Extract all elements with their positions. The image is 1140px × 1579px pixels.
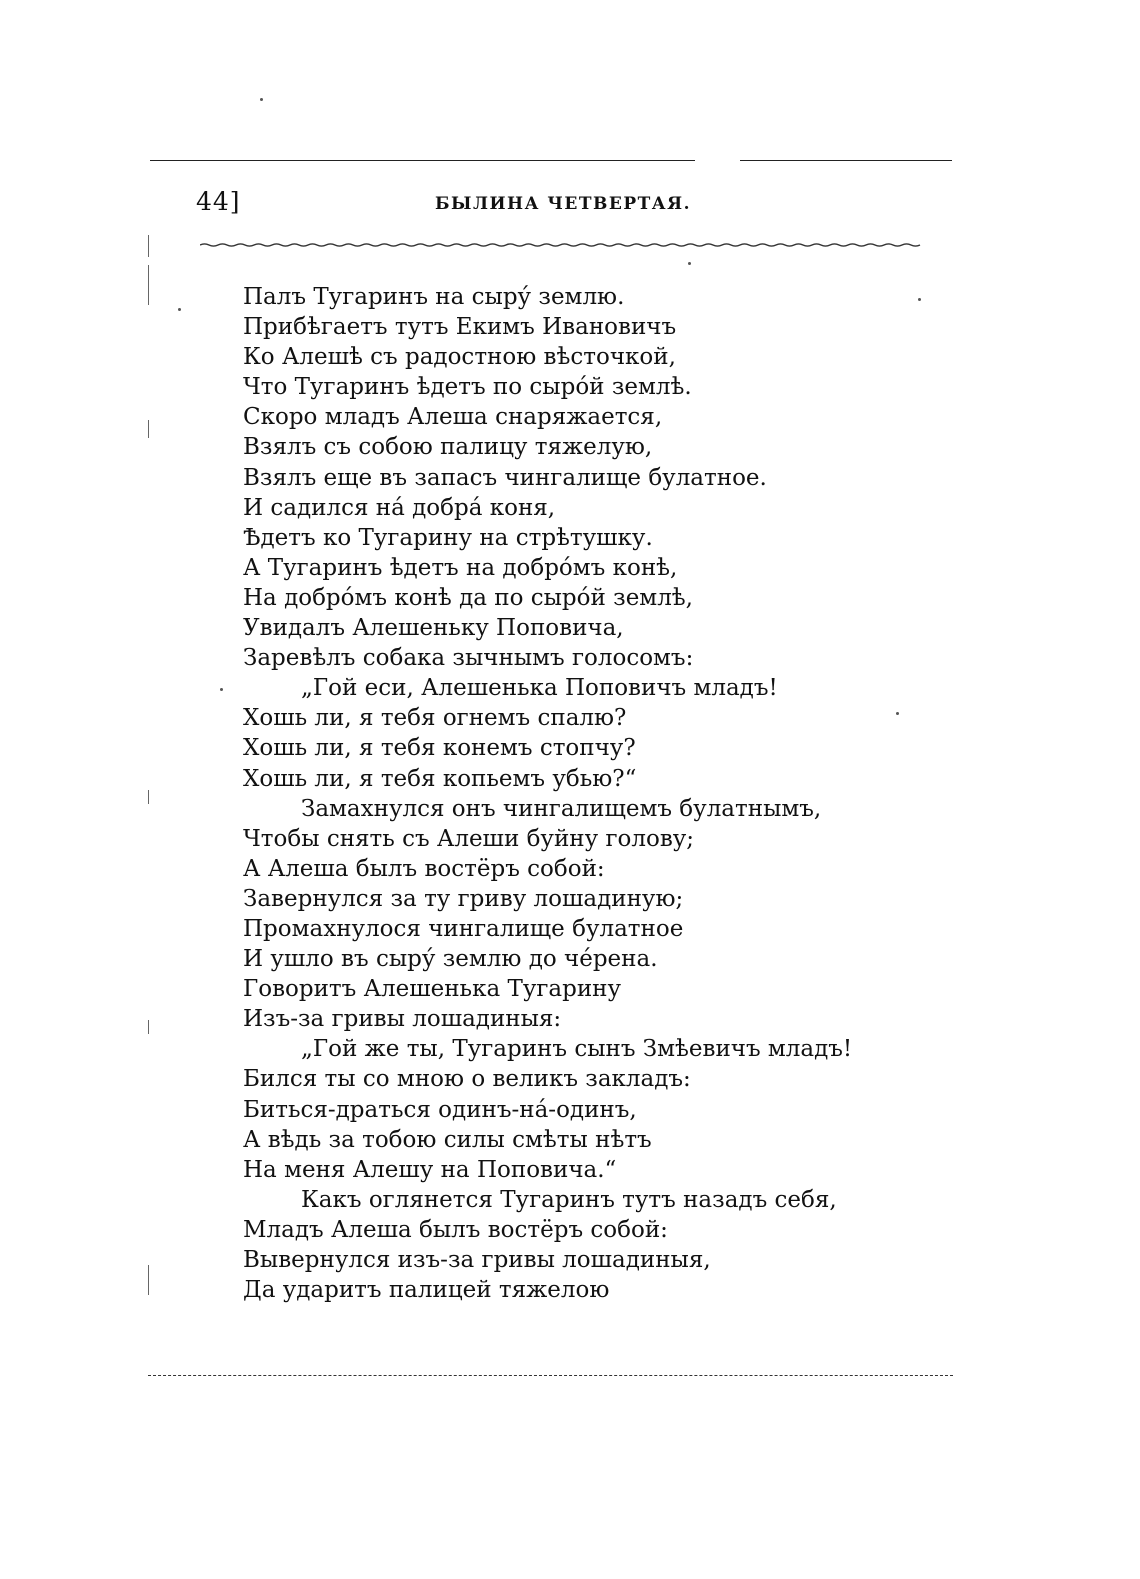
margin-speck [220,688,223,691]
verse-line: Бился ты со мною о великъ закладъ: [243,1066,691,1093]
margin-speck [260,98,263,101]
margin-mark [148,420,149,438]
verse-line: Палъ Тугаринъ на сыру́ землю. [243,284,625,310]
wavy-divider [200,238,925,252]
verse-line: Заревѣлъ собака зычнымъ голосомъ: [243,645,694,672]
verse-line: Скоро младъ Алеша снаряжается, [243,404,663,431]
verse-line: Взялъ съ собою палицу тяжелую, [243,434,653,461]
running-title: БЫЛИНА ЧЕТВЕРТАЯ. [435,194,692,214]
top-rule-left [150,160,695,161]
verse-line: На добро́мъ конѣ да по сыро́й землѣ, [243,584,693,611]
verse-line: Хошь ли, я тебя огнемъ спалю? [243,705,627,732]
margin-mark [148,1020,149,1034]
verse-line: Завернулся за ту гриву лошадиную; [243,885,684,912]
verse-line: „Гой еси, Алешенька Поповичъ младъ! [301,675,778,702]
verse-line: Младъ Алеша былъ востёръ собой: [243,1216,668,1243]
verse-line: Что Тугаринъ ѣдетъ по сыро́й землѣ. [243,374,692,401]
verse-line: А Тугаринъ ѣдетъ на добро́мъ конѣ, [243,554,678,581]
top-rule-right [740,160,952,161]
verse-line: Ѣдетъ ко Тугарину на стрѣтушку. [243,524,653,551]
verse-line: Прибѣгаетъ тутъ Екимъ Ивановичъ [243,314,677,341]
page-number: 44] [196,187,241,216]
margin-speck [688,262,691,265]
margin-mark [148,1265,149,1295]
verse-line: Какъ оглянется Тугаринъ тутъ назадъ себя, [301,1186,837,1213]
verse-line: Да ударитъ палицей тяжелою [243,1277,610,1304]
verse-line: А Алеша былъ востёръ собой: [243,855,605,882]
verse-line: А вѣдь за тобою силы смѣты нѣтъ [243,1126,652,1153]
verse-body [243,282,852,1305]
margin-mark [148,265,149,305]
verse-line: Хошь ли, я тебя конемъ стопчу? [243,735,636,762]
margin-mark [148,235,149,257]
bottom-rule [148,1375,953,1376]
verse-line: Изъ-за гривы лошадиныя: [243,1006,562,1033]
verse-line: И садился на́ добра́ коня, [243,494,556,521]
verse-line: Увидалъ Алешеньку Поповича, [243,615,624,642]
margin-speck [896,712,899,715]
margin-speck [918,298,921,301]
verse-line: Взялъ еще въ запасъ чингалище булатное. [243,464,767,491]
verse-line: На меня Алешу на Поповича.“ [243,1156,617,1183]
verse-line: Замахнулся онъ чингалищемъ булатнымъ, [301,795,822,822]
verse-line: Ко Алешѣ съ радостною вѣсточкой, [243,344,676,371]
verse-line: Биться-драться одинъ-на́-одинъ, [243,1096,637,1123]
verse-line: И ушло въ сыру́ землю до че́рена. [243,946,658,973]
verse-line: Чтобы снять съ Алеши буйну голову; [243,825,695,852]
verse-line: Хошь ли, я тебя копьемъ убью?“ [243,765,637,792]
margin-mark [148,790,149,804]
verse-line: Говоритъ Алешенька Тугарину [243,976,622,1003]
margin-speck [178,308,181,311]
verse-line: „Гой же ты, Тугаринъ сынъ Змѣевичъ младъ! [301,1036,853,1063]
verse-line: Вывернулся изъ-за гривы лошадиныя, [243,1247,711,1273]
verse-line: Промахнулося чингалище булатное [243,915,684,942]
